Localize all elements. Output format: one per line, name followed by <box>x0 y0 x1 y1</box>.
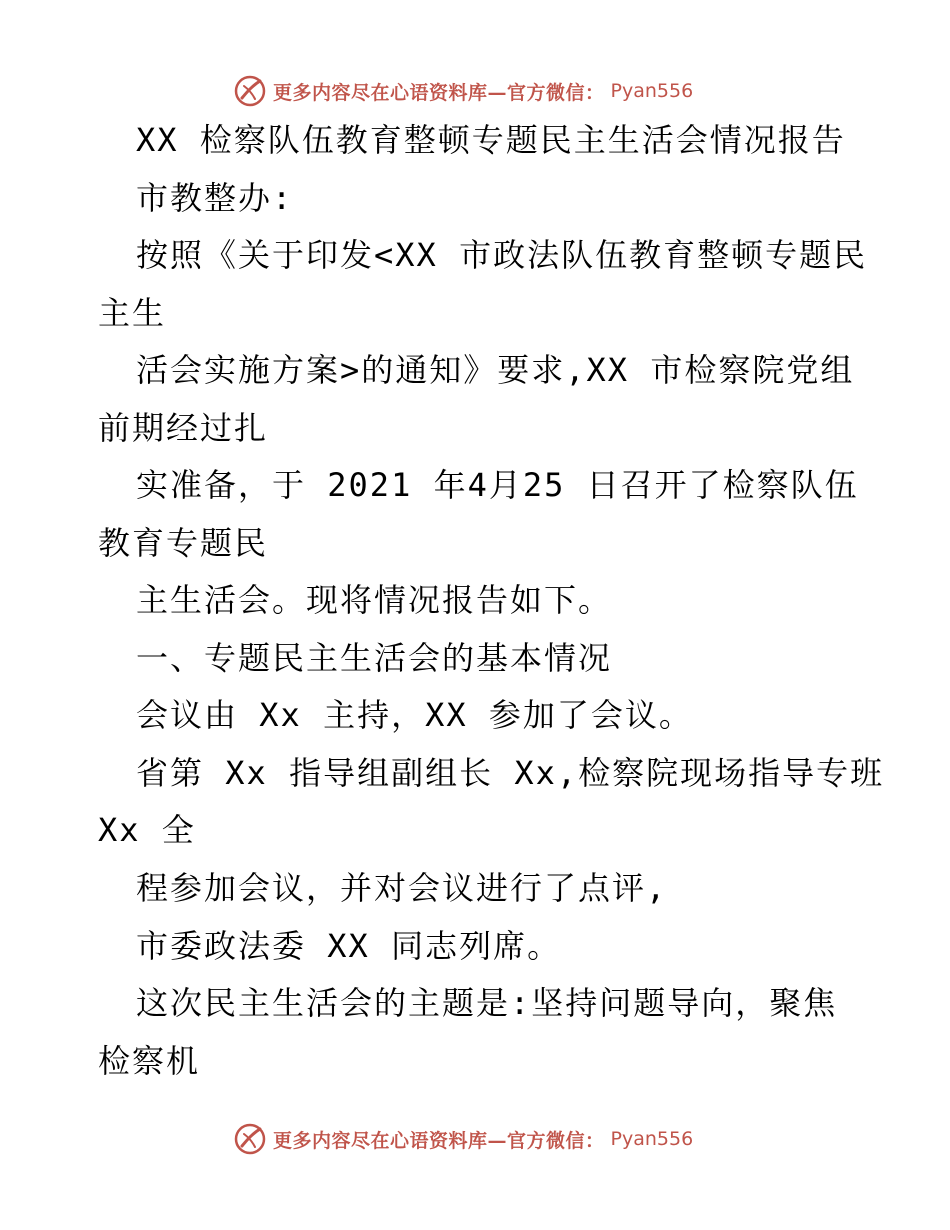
document-line: 检察机 <box>98 1042 201 1080</box>
document-line: 前期经过扎 <box>98 409 269 447</box>
footer-watermark-banner <box>233 1119 693 1159</box>
document-line: 一、专题民主生活会的基本情况 <box>136 639 613 677</box>
banner-text: 更多内容尽在心语资料库—官方微信： <box>273 1129 605 1152</box>
document-line: 市委政法委 XX 同志列席。 <box>136 927 562 965</box>
document-line: 实准备，于 2021 年4月25 日召开了检察队伍 <box>136 466 859 504</box>
document-line: 主生 <box>98 294 167 332</box>
banner-text: 更多内容尽在心语资料库—官方微信： <box>273 81 605 104</box>
document-line: 会议由 Xx 主持，XX 参加了会议。 <box>136 696 693 734</box>
document-line: 这次民主生活会的主题是:坚持问题导向，聚焦 <box>136 984 838 1022</box>
brush-logo-icon <box>233 74 267 108</box>
document-line: 市教整办: <box>136 179 294 217</box>
brush-logo-icon <box>233 1122 267 1156</box>
document-line: XX 检察队伍教育整顿专题民主生活会情况报告 <box>136 121 846 159</box>
header-watermark-banner <box>233 71 693 111</box>
document-line: 活会实施方案>的通知》要求,XX 市检察院党组 <box>136 351 855 389</box>
document-line: Xx 全 <box>98 811 196 849</box>
document-line: 程参加会议，并对会议进行了点评, <box>136 869 668 907</box>
document-line: 省第 Xx 指导组副组长 Xx,检察院现场指导专班 <box>136 754 885 792</box>
banner-wechat-id: Pyan556 <box>610 80 694 102</box>
document-line: 主生活会。现将情况报告如下。 <box>136 581 613 619</box>
banner-wechat-id: Pyan556 <box>610 1128 694 1150</box>
document-line: 教育专题民 <box>98 524 269 562</box>
document-line: 按照《关于印发<XX 市政法队伍教育整顿专题民 <box>136 236 868 274</box>
